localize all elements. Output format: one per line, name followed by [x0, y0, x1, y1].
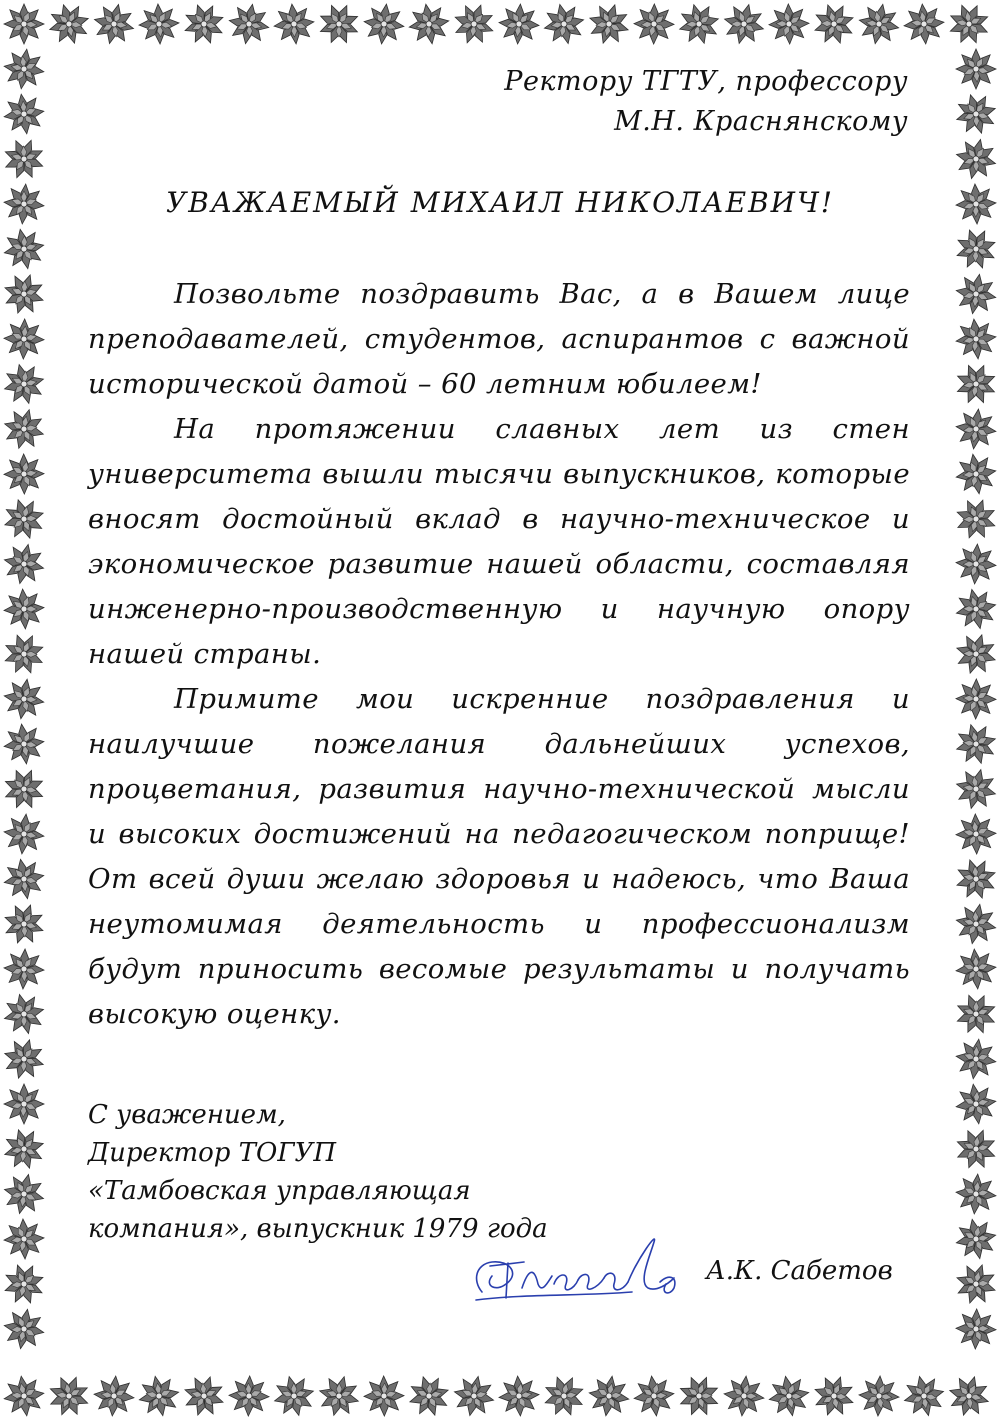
- closing-line-4: компания», выпускник 1979 года: [88, 1214, 548, 1244]
- salutation-heading: УВАЖАЕМЫЙ МИХАИЛ НИКОЛАЕВИЧ!: [166, 186, 834, 219]
- poinsettia-leaf-icon: [953, 1216, 1000, 1263]
- poinsettia-leaf-icon: [768, 3, 809, 44]
- poinsettia-leaf-icon: [720, 0, 768, 48]
- poinsettia-leaf-icon: [632, 1374, 677, 1419]
- poinsettia-leaf-icon: [0, 897, 51, 950]
- poinsettia-leaf-icon: [0, 492, 51, 546]
- poinsettia-leaf-icon: [448, 0, 499, 50]
- poinsettia-leaf-icon: [0, 986, 52, 1041]
- poinsettia-leaf-icon: [948, 41, 1000, 98]
- poinsettia-leaf-icon: [951, 629, 1000, 679]
- poinsettia-leaf-icon: [951, 224, 1000, 275]
- signer-name: А.К. Сабетов: [706, 1256, 893, 1286]
- poinsettia-leaf-icon: [0, 221, 52, 277]
- closing-line-1: С уважением,: [88, 1100, 286, 1130]
- poinsettia-leaf-icon: [0, 1166, 52, 1221]
- poinsettia-leaf-icon: [950, 358, 1000, 410]
- poinsettia-leaf-icon: [948, 1076, 1000, 1132]
- poinsettia-leaf-icon: [446, 1368, 501, 1420]
- poinsettia-leaf-icon: [226, 1, 272, 47]
- poinsettia-leaf-icon: [672, 0, 727, 51]
- poinsettia-leaf-icon: [858, 1375, 900, 1417]
- poinsettia-leaf-icon: [948, 266, 1000, 322]
- poinsettia-leaf-icon: [952, 135, 1000, 183]
- poinsettia-leaf-icon: [0, 1368, 52, 1420]
- poinsettia-leaf-icon: [540, 0, 587, 47]
- poinsettia-leaf-icon: [900, 1372, 948, 1420]
- poinsettia-leaf-icon: [0, 446, 52, 503]
- poinsettia-leaf-icon: [221, 1368, 278, 1420]
- poinsettia-leaf-icon: [954, 407, 999, 452]
- poinsettia-leaf-icon: [809, 1371, 860, 1420]
- poinsettia-leaf-icon: [537, 1369, 590, 1420]
- addressee-line-1: Ректору ТГТУ, профессору: [504, 66, 908, 97]
- poinsettia-leaf-icon: [401, 0, 457, 52]
- addressee-line-2: М.Н. Краснянскому: [614, 106, 908, 137]
- poinsettia-leaf-icon: [943, 0, 996, 50]
- poinsettia-leaf-icon: [131, 0, 187, 52]
- poinsettia-leaf-icon: [92, 1374, 135, 1417]
- poinsettia-leaf-icon: [626, 0, 683, 52]
- poinsettia-leaf-icon: [582, 0, 636, 51]
- poinsettia-leaf-icon: [86, 0, 141, 52]
- poinsettia-leaf-icon: [0, 941, 52, 997]
- poinsettia-leaf-icon: [4, 4, 44, 44]
- poinsettia-leaf-icon: [44, 0, 93, 49]
- poinsettia-leaf-icon: [949, 492, 1000, 545]
- poinsettia-leaf-icon: [267, 1369, 322, 1420]
- poinsettia-leaf-icon: [948, 581, 1000, 636]
- poinsettia-leaf-icon: [498, 3, 541, 46]
- poinsettia-leaf-icon: [313, 0, 365, 50]
- poinsettia-leaf-icon: [949, 87, 1000, 141]
- handwritten-signature: [462, 1222, 712, 1312]
- poinsettia-leaf-icon: [0, 1034, 49, 1083]
- poinsettia-leaf-icon: [955, 183, 997, 225]
- poinsettia-leaf-icon: [0, 1124, 49, 1173]
- poinsettia-leaf-icon: [4, 1084, 44, 1124]
- poinsettia-leaf-icon: [0, 628, 50, 679]
- poinsettia-leaf-icon: [356, 0, 412, 52]
- poinsettia-leaf-icon: [0, 402, 51, 457]
- poinsettia-leaf-icon: [272, 2, 316, 46]
- poinsettia-leaf-icon: [952, 720, 1000, 769]
- body-paragraph-1: Позвольте поздравить Вас, а в Вашем лице преподавателей, студентов, аспирантов с важной исторической датой – 60 летним юбилеем!: [88, 278, 910, 400]
- poinsettia-leaf-icon: [0, 1257, 51, 1310]
- poinsettia-leaf-icon: [949, 762, 1000, 817]
- poinsettia-leaf-icon: [948, 311, 1000, 367]
- poinsettia-leaf-icon: [1, 46, 46, 91]
- poinsettia-leaf-icon: [954, 947, 997, 990]
- poinsettia-leaf-icon: [491, 1368, 547, 1420]
- poinsettia-leaf-icon: [1, 1306, 47, 1352]
- poinsettia-leaf-icon: [809, 0, 859, 49]
- poinsettia-leaf-icon: [953, 451, 999, 497]
- poinsettia-leaf-icon: [851, 0, 907, 52]
- poinsettia-leaf-icon: [177, 1369, 231, 1420]
- poinsettia-leaf-icon: [956, 679, 997, 720]
- poinsettia-leaf-icon: [953, 901, 1000, 948]
- poinsettia-leaf-icon: [0, 133, 50, 186]
- poinsettia-leaf-icon: [948, 1031, 1000, 1087]
- poinsettia-leaf-icon: [1, 91, 46, 136]
- body-paragraph-3: Примите мои искренние поздравления и наилучшие пожелания дальнейших успехов, процветания, развития научно-технической мысли и высоких достижений на педагогическом поприще! От всей души желаю здоровья и надеюсь, что Ваша неутомимая деятельность и профессионализм будут приносить весомые результаты и получать высокую оценку.: [88, 683, 910, 1030]
- poinsettia-leaf-icon: [0, 1211, 52, 1267]
- poinsettia-leaf-icon: [0, 176, 52, 232]
- poinsettia-leaf-icon: [0, 269, 49, 319]
- poinsettia-leaf-icon: [716, 1368, 772, 1420]
- poinsettia-leaf-icon: [0, 540, 47, 587]
- body-paragraph-2: На протяжении славных лет из стен университета вышли тысячи выпускников, которые вносят достойный вклад в научно-техническое и экономическое развитие нашей области, составляя инженерно-производственную и научную опору нашей страны.: [88, 413, 910, 670]
- poinsettia-leaf-icon: [315, 1372, 364, 1420]
- poinsettia-leaf-icon: [0, 360, 48, 408]
- letter-body: [88, 272, 910, 1037]
- poinsettia-leaf-icon: [948, 806, 1000, 863]
- poinsettia-leaf-icon: [948, 1301, 1000, 1358]
- poinsettia-leaf-icon: [949, 1257, 1000, 1311]
- poinsettia-leaf-icon: [3, 318, 44, 359]
- poinsettia-leaf-icon: [1, 856, 47, 902]
- poinsettia-leaf-icon: [404, 1371, 454, 1420]
- poinsettia-leaf-icon: [0, 671, 52, 727]
- poinsettia-leaf-icon: [177, 0, 230, 51]
- poinsettia-leaf-icon: [0, 716, 52, 772]
- closing-line-2: Директор ТОГУП: [88, 1138, 336, 1168]
- poinsettia-leaf-icon: [950, 1123, 1000, 1175]
- poinsettia-leaf-icon: [364, 1376, 405, 1417]
- closing-line-3: «Тамбовская управляющая: [88, 1176, 471, 1206]
- poinsettia-leaf-icon: [948, 536, 1000, 592]
- poinsettia-leaf-icon: [950, 988, 1000, 1040]
- poinsettia-leaf-icon: [949, 852, 1000, 906]
- poinsettia-leaf-icon: [761, 1368, 817, 1420]
- poinsettia-leaf-icon: [942, 1369, 996, 1420]
- poinsettia-leaf-icon: [586, 1373, 632, 1419]
- poinsettia-leaf-icon: [896, 0, 952, 52]
- addressee-block: [504, 62, 908, 142]
- poinsettia-leaf-icon: [136, 1373, 183, 1420]
- poinsettia-leaf-icon: [0, 763, 50, 815]
- poinsettia-leaf-icon: [673, 1370, 725, 1420]
- poinsettia-leaf-icon: [2, 812, 46, 856]
- poinsettia-leaf-icon: [3, 588, 46, 631]
- poinsettia-leaf-icon: [954, 1172, 997, 1215]
- poinsettia-leaf-icon: [43, 1370, 95, 1420]
